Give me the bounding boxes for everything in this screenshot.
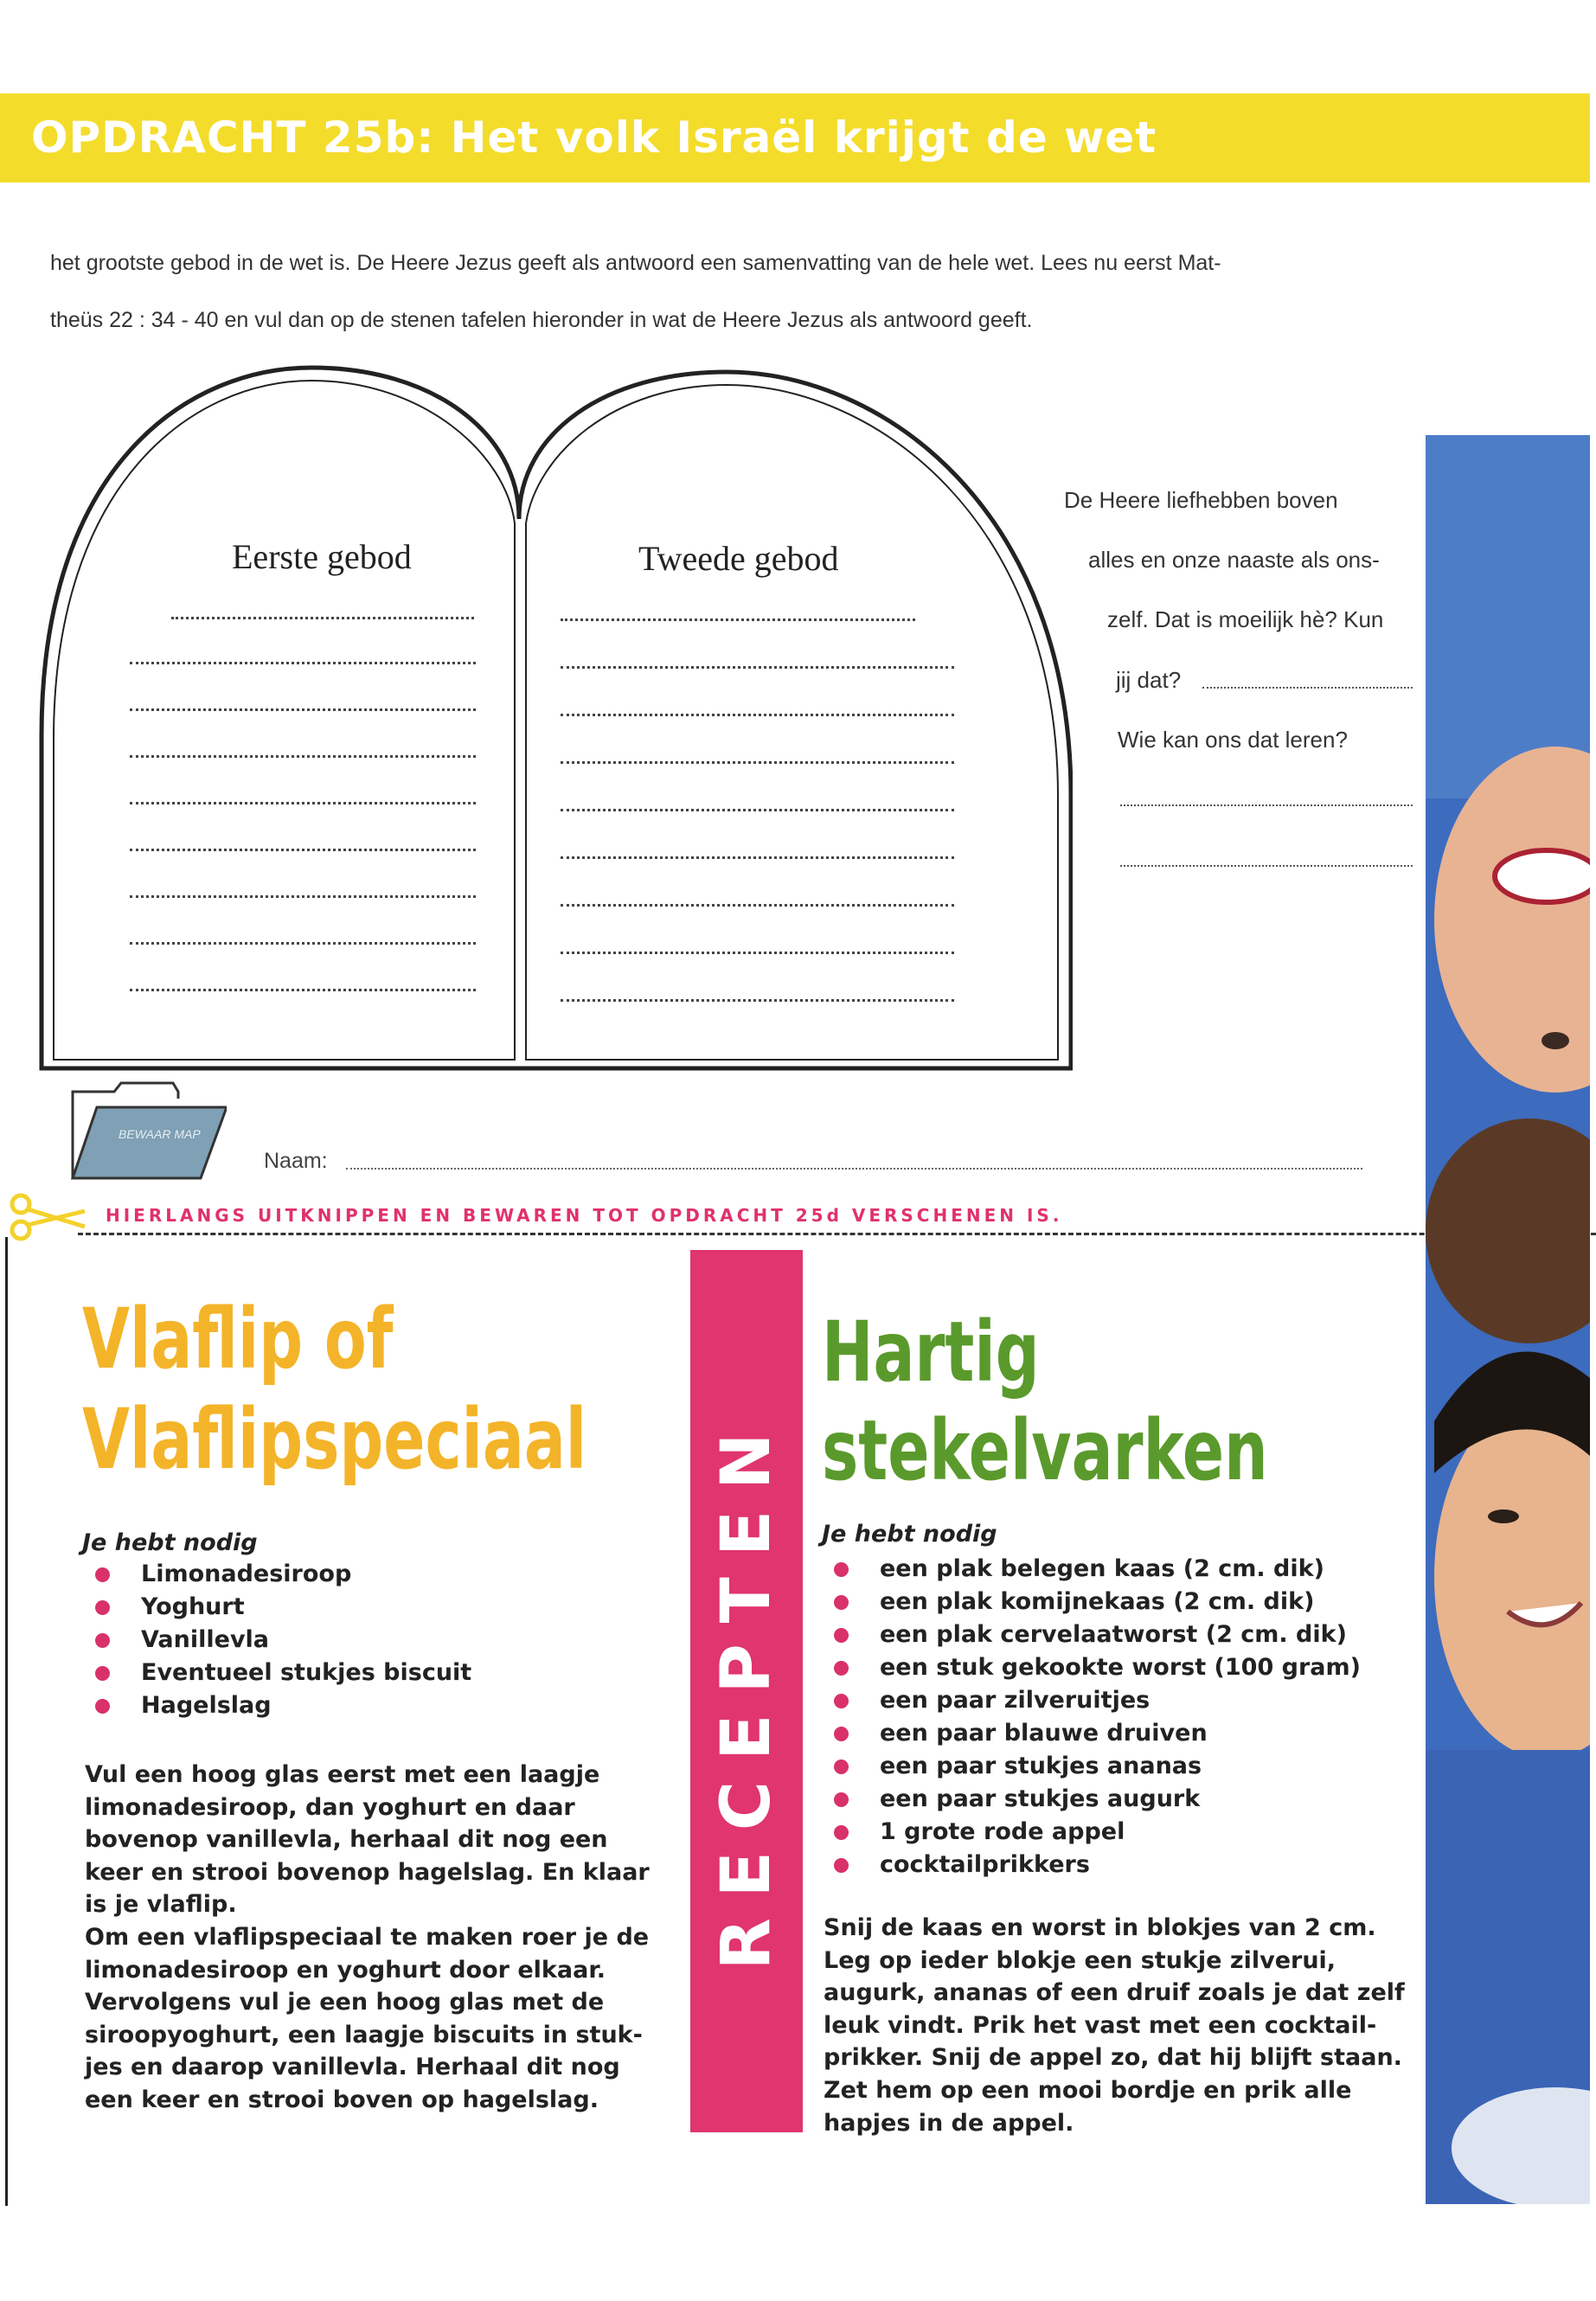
ingredient-item: een plak cervelaatworst (2 cm. dik) (880, 1618, 1361, 1651)
ingredient-item: een paar stukjes augurk (880, 1783, 1361, 1816)
answer-line[interactable] (130, 755, 476, 758)
recepten-banner (690, 1250, 803, 2132)
ingredient-item: een stuk gekookte worst (100 gram) (880, 1651, 1361, 1684)
intro-line-1: het grootste gebod in de wet is. De Heere Jezus geeft als antwoord een samenvatting van de hele wet. Lees nu eerst Mat- (50, 251, 1221, 275)
answer-line[interactable] (130, 708, 476, 711)
bullet-icon (834, 1792, 849, 1807)
cut-line (78, 1233, 1596, 1235)
bullet-icon (95, 1666, 110, 1681)
ingredient-item: een paar zilveruitjes (880, 1684, 1361, 1717)
bullet-icon (834, 1727, 849, 1741)
header-banner (0, 93, 1590, 183)
ingredient-item: Limonadesiroop (141, 1558, 471, 1591)
answer-line[interactable] (1120, 804, 1413, 806)
naam-input-line[interactable] (346, 1168, 1362, 1170)
answer-line[interactable] (130, 942, 476, 945)
answer-line[interactable] (561, 619, 915, 621)
bullet-icon (95, 1567, 110, 1582)
bullet-icon (834, 1858, 849, 1873)
answer-line[interactable] (1120, 865, 1413, 867)
recipe2-instructions: Snij de kaas en worst in blokjes van 2 cm. Leg op ieder blokje een stukje zilverui, augurk, ananas of een druif zoals je dat zelf leuk vindt. Prik het vast met een cocktail- prikker. Snij de appel zo, dat hij blijft staan. Zet hem op een mooi bordje en prik alle hapjes in de appel. (824, 1914, 1405, 2137)
answer-line[interactable] (561, 666, 954, 669)
bullet-icon (834, 1694, 849, 1708)
answer-line[interactable] (130, 895, 476, 898)
bullet-icon (834, 1661, 849, 1676)
bullet-icon (95, 1600, 110, 1615)
bullet-icon (834, 1759, 849, 1774)
cut-instruction: HIERLANGS UITKNIPPEN EN BEWAREN TOT OPDRACHT 25d VERSCHENEN IS. (106, 1205, 1063, 1226)
recepten-label: RECEPTEN (708, 1412, 785, 1971)
answer-line[interactable] (561, 999, 954, 1002)
answer-line[interactable] (130, 989, 476, 991)
answer-line[interactable] (561, 952, 954, 954)
bullet-icon (834, 1562, 849, 1577)
ingredient-item: cocktailprikkers (880, 1849, 1361, 1881)
side-text-line-2: alles en onze naaste als ons- (1088, 547, 1380, 573)
page-title: OPDRACHT 25b: Het volk Israël krijgt de wet (31, 112, 1157, 163)
ingredient-item: Hagelslag (141, 1689, 471, 1722)
folder-icon (71, 1081, 227, 1181)
ingredient-item: 1 grote rode appel (880, 1816, 1361, 1849)
side-text-line-5: Wie kan ons dat leren? (1118, 727, 1348, 753)
recipe2-ingredients (880, 1553, 1361, 1881)
recipe1-title-line2: Vlaflipspeciaal (82, 1391, 587, 1488)
tablets-outline (35, 363, 1073, 1090)
recipe1-title-line1: Vlaflip of (82, 1291, 394, 1388)
ingredient-item: een paar stukjes ananas (880, 1750, 1361, 1783)
left-margin-rule (5, 1237, 8, 2206)
side-text-line-3: zelf. Dat is moeilijk hè? Kun (1107, 606, 1384, 632)
ingredient-item: Vanillevla (141, 1624, 471, 1657)
ingredient-item: een plak komijnekaas (2 cm. dik) (880, 1586, 1361, 1618)
bullet-icon (834, 1628, 849, 1643)
answer-line[interactable] (561, 856, 954, 859)
ingredient-item: een paar blauwe druiven (880, 1717, 1361, 1750)
recipe1-ingredients (141, 1558, 471, 1722)
tablet-heading-second: Tweede gebod (638, 539, 839, 578)
answer-line[interactable] (561, 761, 954, 764)
recipe2-subtitle: Je hebt nodig (822, 1521, 997, 1548)
intro-line-2: theüs 22 : 34 - 40 en vul dan op de stenen tafelen hieronder in wat de Heere Jezus als antwoord geeft. (50, 308, 1033, 332)
answer-line[interactable] (130, 802, 476, 804)
children-photo (1426, 435, 1590, 2204)
bullet-icon (834, 1595, 849, 1610)
bullet-icon (834, 1825, 849, 1840)
bullet-icon (95, 1699, 110, 1714)
answer-line[interactable] (171, 617, 474, 619)
answer-line[interactable] (130, 662, 476, 664)
side-text-line-1: De Heere liefhebben boven (1064, 487, 1338, 513)
recipe2-title-line2: stekelvarken (822, 1402, 1268, 1499)
recipe2-title-line1: Hartig (822, 1304, 1040, 1400)
ingredient-item: Eventueel stukjes biscuit (141, 1657, 471, 1689)
ingredient-item: een plak belegen kaas (2 cm. dik) (880, 1553, 1361, 1586)
naam-label: Naam: (264, 1149, 328, 1173)
stone-tablets (35, 363, 1073, 1090)
recipe1-instructions: Vul een hoog glas eerst met een laagje limonadesiroop, dan yoghurt en daar bovenop vanillevla, herhaal dit nog een keer en strooi bovenop hagelslag. En klaar is je vlaflip. Om een vlaflipspeciaal te maken roer je de limonadesiroop en yoghurt door elkaar. Vervolgens vul je een hoog glas met de siroopyoghurt, een laagje biscuits in stuk- jes en daarop vanillevla. Herhaal dit nog een keer en strooi boven op hagelslag. (85, 1761, 650, 2113)
bullet-icon (95, 1633, 110, 1648)
answer-line[interactable] (561, 809, 954, 811)
recipe1-subtitle: Je hebt nodig (82, 1529, 258, 1556)
answer-line[interactable] (561, 904, 954, 907)
answer-line[interactable] (561, 714, 954, 716)
scissors-icon (9, 1192, 87, 1242)
folder-label: BEWAAR MAP (119, 1127, 201, 1141)
answer-line[interactable] (1202, 687, 1413, 689)
answer-line[interactable] (130, 849, 476, 851)
ingredient-item: Yoghurt (141, 1591, 471, 1624)
tablet-heading-first: Eerste gebod (232, 537, 412, 576)
side-text-line-4: jij dat? (1116, 667, 1182, 693)
